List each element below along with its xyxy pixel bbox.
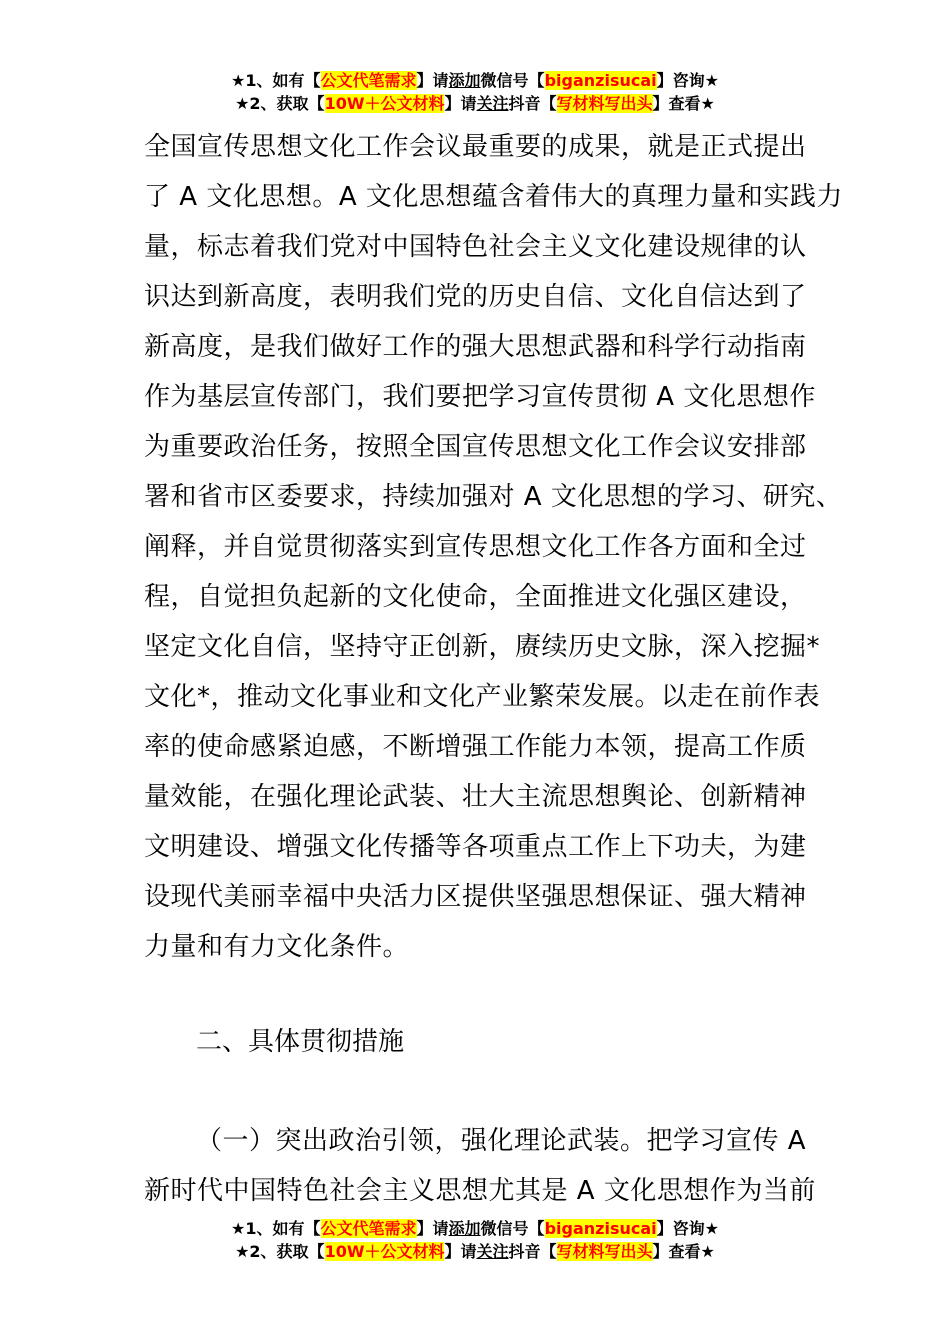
banner-text: 】请	[444, 1242, 477, 1261]
banner-underlined: 添加	[448, 71, 481, 90]
banner-text: ★1、如有【	[231, 1219, 321, 1238]
banner-text: ★2、获取【	[235, 94, 325, 113]
banner-underlined: 关注	[476, 1242, 509, 1261]
banner-line-2	[0, 1240, 950, 1263]
banner-text: 】咨询★	[656, 71, 719, 90]
banner-text: 】查看★	[652, 1242, 715, 1261]
paragraph-line: 量效能，在强化理论武装、壮大主流思想舆论、创新精神	[144, 782, 807, 812]
banner-highlight: 公文代笔需求	[320, 71, 417, 90]
banner-highlight: 写材料写出头	[556, 1242, 653, 1261]
section-heading: 二、具体贯彻措施	[196, 1027, 405, 1057]
banner-text: 】请	[416, 71, 449, 90]
banner-underlined: 关注	[476, 94, 509, 113]
banner-text: 】请	[444, 94, 477, 113]
paragraph-line: 作为基层宣传部门，我们要把学习宣传贯彻 A 文化思想作	[144, 382, 816, 412]
banner-underlined: 添加	[448, 1219, 481, 1238]
paragraph-line: 新高度，是我们做好工作的强大思想武器和科学行动指南	[144, 332, 807, 362]
paragraph-line: 署和省市区委要求，持续加强对 A 文化思想的学习、研究、	[144, 482, 843, 512]
banner-highlight: biganzisucai	[544, 1219, 657, 1238]
banner-text: 】咨询★	[656, 1219, 719, 1238]
banner-text: 抖音【	[508, 1242, 557, 1261]
paragraph-line: 力量和有力文化条件。	[144, 932, 410, 962]
banner-text: ★1、如有【	[231, 71, 321, 90]
paragraph-line: 了 A 文化思想。A 文化思想蕴含着伟大的真理力量和实践力	[144, 182, 843, 212]
paragraph-line: 率的使命感紧迫感，不断增强工作能力本领，提高工作质	[144, 732, 807, 762]
body-paragraph-1	[144, 122, 843, 972]
body-paragraph-2	[144, 1116, 824, 1216]
banner-highlight: 写材料写出头	[556, 94, 653, 113]
paragraph-line: 程，自觉担负起新的文化使命，全面推进文化强区建设，	[144, 582, 807, 612]
paragraph-line: 文明建设、增强文化传播等各项重点工作上下功夫，为建	[144, 832, 807, 862]
banner-text: 】查看★	[652, 94, 715, 113]
banner-highlight: 公文代笔需求	[320, 1219, 417, 1238]
paragraph-line: 全国宣传思想文化工作会议最重要的成果，就是正式提出	[144, 132, 807, 162]
paragraph-line: 坚定文化自信，坚持守正创新，赓续历史文脉，深入挖掘*	[144, 632, 821, 662]
bottom-banner	[0, 1217, 950, 1263]
paragraph-line: （一）突出政治引领，强化理论武装。把学习宣传 A	[196, 1126, 807, 1156]
paragraph-line: 为重要政治任务，按照全国宣传思想文化工作会议安排部	[144, 432, 807, 462]
banner-text: 抖音【	[508, 94, 557, 113]
paragraph-line: 量，标志着我们党对中国特色社会主义文化建设规律的认	[144, 232, 807, 262]
banner-text: 微信号【	[480, 71, 545, 90]
banner-line-2	[0, 92, 950, 115]
banner-text: 微信号【	[480, 1219, 545, 1238]
paragraph-line: 阐释，并自觉贯彻落实到宣传思想文化工作各方面和全过	[144, 532, 807, 562]
banner-text: ★2、获取【	[235, 1242, 325, 1261]
banner-highlight: 10W＋公文材料	[324, 1242, 445, 1261]
top-banner	[0, 69, 950, 115]
paragraph-line: 文化*，推动文化事业和文化产业繁荣发展。以走在前作表	[144, 682, 821, 712]
paragraph-line: 新时代中国特色社会主义思想尤其是 A 文化思想作为当前	[144, 1176, 816, 1206]
banner-highlight: biganzisucai	[544, 71, 657, 90]
banner-highlight: 10W＋公文材料	[324, 94, 445, 113]
banner-text: 】请	[416, 1219, 449, 1238]
paragraph-line: 设现代美丽幸福中央活力区提供坚强思想保证、强大精神	[144, 882, 807, 912]
banner-line-1	[0, 69, 950, 92]
banner-line-1	[0, 1217, 950, 1240]
paragraph-line: 识达到新高度，表明我们党的历史自信、文化自信达到了	[144, 282, 807, 312]
